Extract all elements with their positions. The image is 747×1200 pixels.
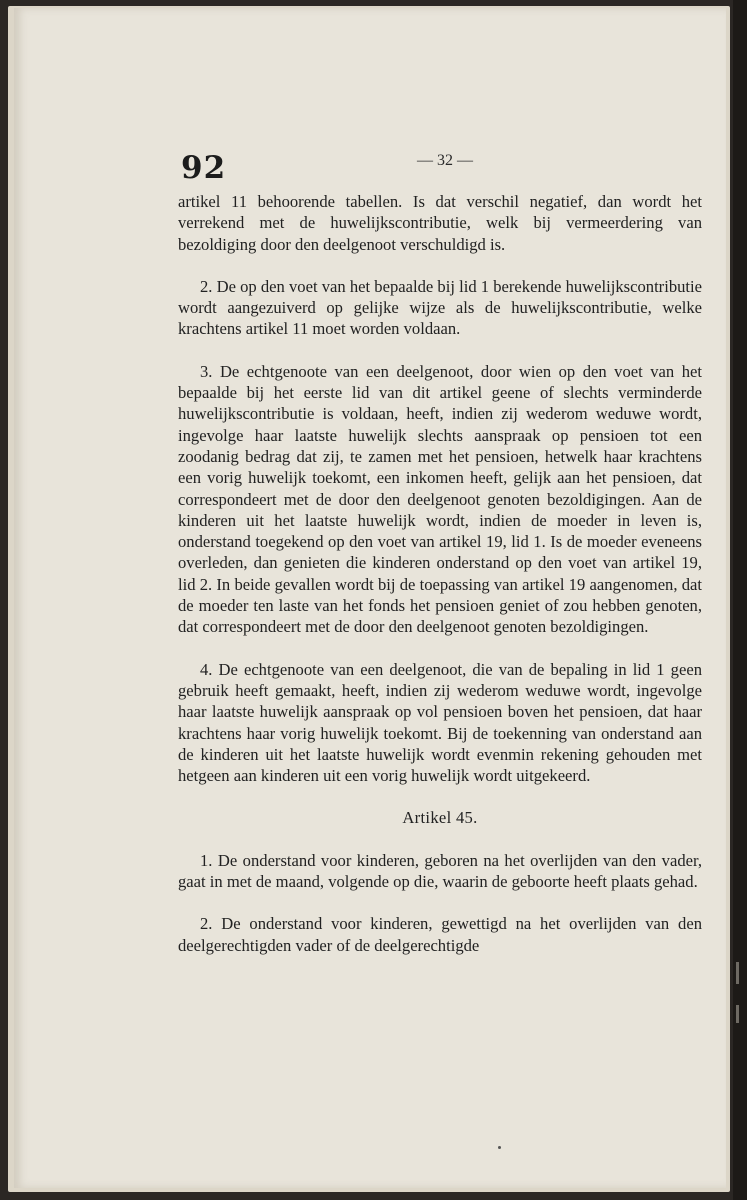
article-heading: Artikel 45. [402, 808, 478, 828]
paragraph: 1. De onderstand voor kinderen, geboren na het overlijden van den vader, gaat in met de maand, volgende op die, waarin de geboorte heeft plaats gehad. [178, 850, 702, 892]
paragraph: 2. De onderstand voor kinderen, gewettigd na het overlijden van den deelgerechtigden vader of de deelgerechtigde [178, 914, 702, 955]
ink-speck [498, 1146, 501, 1149]
paragraph: 3. De echtgenoote van een deelgenoot, door wien op den voet van het bepaalde bij het eerste lid van dit artikel geene of slechts verminderde huwelijkscontributie is voldaan, heeft, indien zij wederom weduwe wordt, ingevolge haar laatste huwelijk slechts aanspraak op pensioen tot een zoodanig bedrag dat zij, te zamen met het pensioen, hetwelk haar krachtens een vorig huwelijk toekomt, een inkomen heeft, gelijk aan het pensioen, dat correspondeert met de door den deelgenoot genoten bezoldigingen. Aan de kinderen uit het laatste huwelijk wordt, indien de moeder in leven is, onderstand toegekend op den voet van artikel 19, lid 1. Is de moeder eveneens overleden, dan genieten die kinderen onderstand op den voet van artikel 19, lid 2. In beide gevallen wordt bij de toepassing van artikel 19 aangenomen, dat de moeder ten laste van het fonds het pensioen geniet of zou hebben genoten, dat correspondeert met de door den deelgenoot genoten bezoldigingen. [178, 361, 702, 637]
folio-number: 92 [181, 150, 227, 186]
page-number: — 32 — [417, 152, 473, 169]
edge-mark [736, 1005, 739, 1023]
paragraph: artikel 11 behoorende tabellen. Is dat verschil negatief, dan wordt het verrekend met de huwelijkscontributie, welk bij vermeerdering van bezoldiging door den deelgenoot verschuldigd is. [178, 192, 702, 254]
paragraph: 2. De op den voet van het bepaalde bij lid 1 berekende huwelijkscontributie wordt aangezuiverd op gelijke wijze als de huwelijkscontributie, welke krachtens artikel 11 moet worden voldaan. [178, 276, 702, 339]
paragraph: 4. De echtgenoote van een deelgenoot, die van de bepaling in lid 1 geen gebruik heeft gemaakt, heeft, indien zij wederom weduwe wordt, ingevolge haar laatste huwelijk aanspraak op vol pensioen boven het pensioen, dat haar krachtens haar vorig huwelijk toekomt. Bij de toekenning van onderstand aan de kinderen uit het laatste huwelijk wordt evenmin rekening gehouden met hetgeen aan kinderen uit een vorig huwelijk wordt uitgekeerd. [178, 659, 702, 786]
binding-edge [733, 0, 747, 1200]
edge-mark [736, 962, 739, 984]
body-text [178, 191, 702, 977]
